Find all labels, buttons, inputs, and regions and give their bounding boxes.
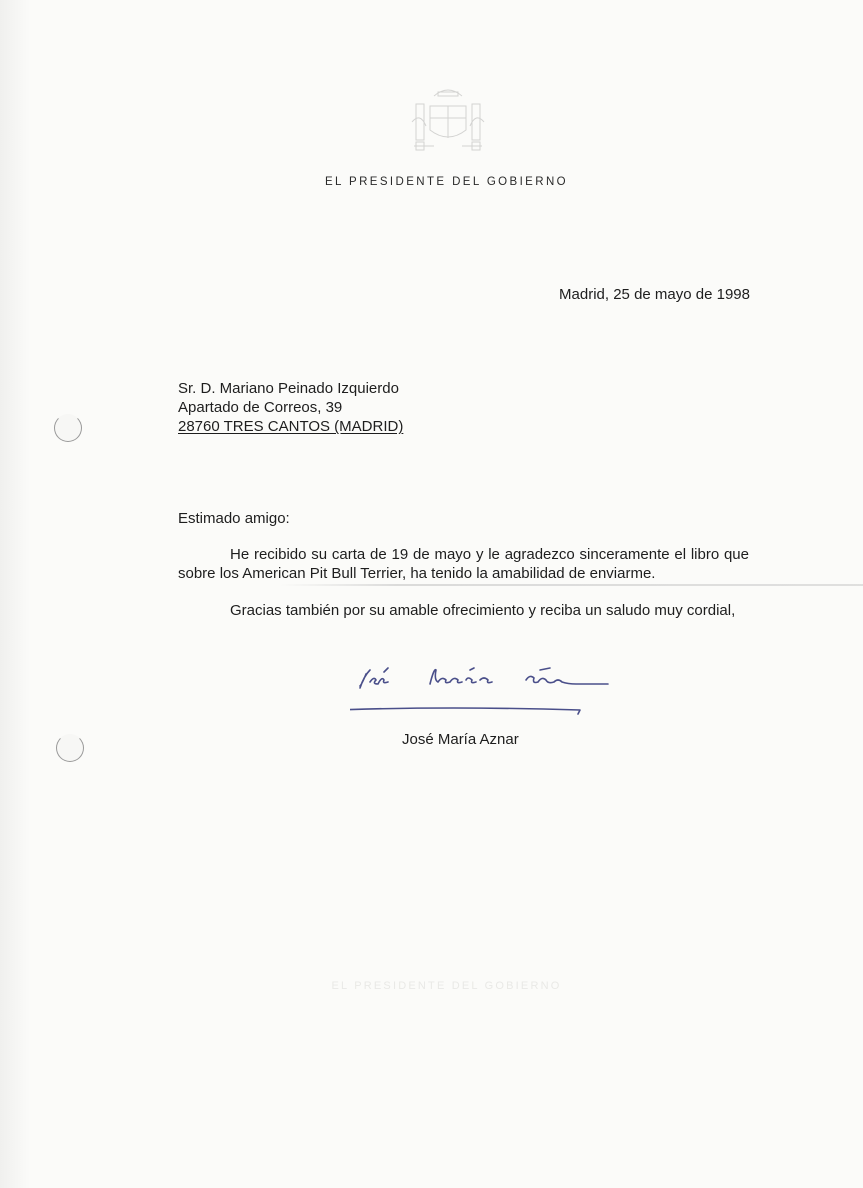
- recipient-city: 28760 TRES CANTOS (MADRID): [178, 418, 404, 435]
- body-paragraph: Gracias también por su amable ofrecimiento y reciba un saludo muy cordial,: [230, 602, 736, 619]
- body-paragraph: He recibido su carta de 19 de mayo y le agradezco sinceramente el libro que sobre los American Pit Bull Terrier, ha tenido la amabilidad de enviarme.: [178, 546, 749, 582]
- letterhead-title: EL PRESIDENTE DEL GOBIERNO: [324, 176, 569, 188]
- paper-fold: [280, 584, 863, 586]
- recipient-address: [178, 379, 403, 436]
- recipient-name: Sr. D. Mariano Peinado Izquierdo: [178, 380, 399, 397]
- letter-date: Madrid, 25 de mayo de 1998: [559, 286, 750, 303]
- punch-hole: [56, 734, 84, 762]
- salutation: Estimado amigo:: [178, 510, 290, 527]
- coat-of-arms-icon: [404, 82, 492, 158]
- signer-name: José María Aznar: [402, 731, 519, 748]
- recipient-po-box: Apartado de Correos, 39: [178, 399, 343, 416]
- punch-hole: [54, 414, 82, 442]
- handwritten-signature: [350, 654, 620, 724]
- watermark-text: EL PRESIDENTE DEL GOBIERNO: [331, 980, 562, 992]
